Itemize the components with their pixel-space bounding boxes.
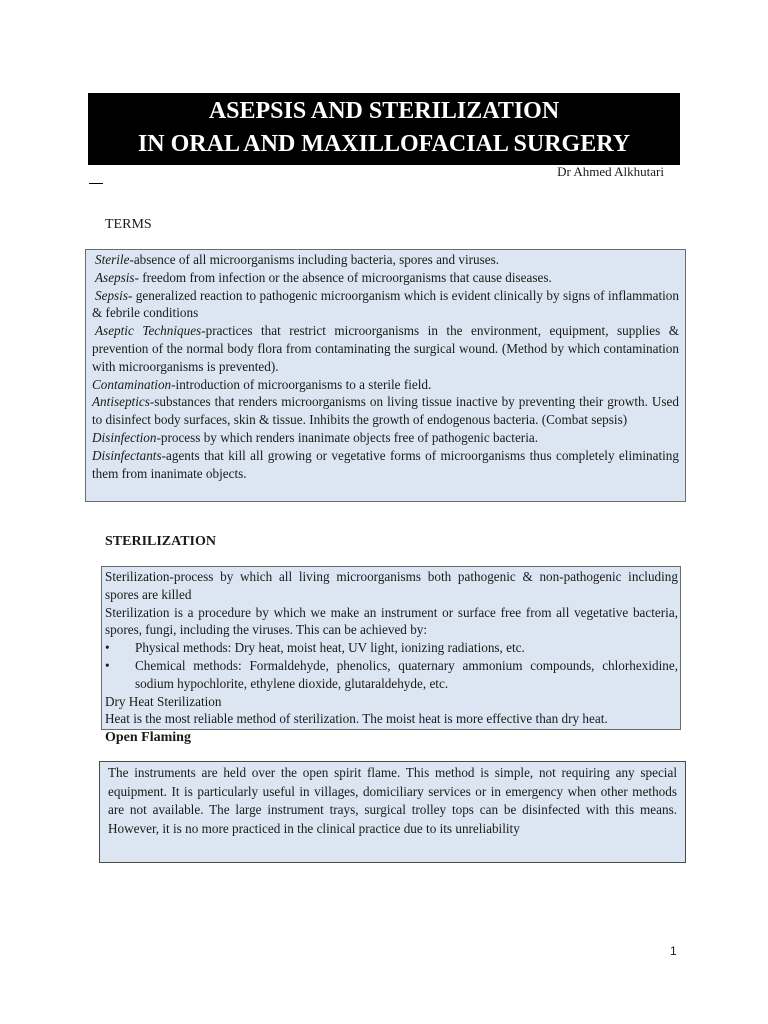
- term-name: Aseptic Techniques: [95, 323, 202, 339]
- term-definition: -agents that kill all growing or vegetative forms of microorganisms thus completely eliminating them from inanimate objects.: [92, 447, 679, 481]
- open-flaming-box: [99, 761, 686, 863]
- term-definition: -process by which renders inanimate objects free of pathogenic bacteria.: [156, 429, 539, 445]
- term-name: Sterile: [95, 252, 130, 267]
- heat-statement: Heat is the most reliable method of sterilization. The moist heat is more effective than dry heat.: [105, 711, 608, 727]
- term-item: [92, 322, 679, 375]
- title-line-2: IN ORAL AND MAXILLOFACIAL SURGERY: [137, 131, 631, 157]
- term-definition: -substances that renders microorganisms on living tissue inactive by preventing their growth. Used to disinfect body surfaces, skin & tissue. Inhibits the growth of endogenous bacteria. (Combat sepsis): [92, 394, 679, 428]
- bullet-text: Chemical methods: Formaldehyde, phenolics, quaternary ammonium compounds, chlorhexidine, sodium hypochlorite, ethylene dioxide, glutaraldehyde, etc.: [135, 657, 678, 691]
- bullet-text: Physical methods: Dry heat, moist heat, UV light, ionizing radiations, etc.: [135, 640, 525, 656]
- term-definition: - generalized reaction to pathogenic microorganism which is evident clinically by signs of inflammation & febrile conditions: [92, 287, 679, 321]
- list-item: [105, 639, 678, 657]
- term-name: Disinfection: [92, 429, 157, 445]
- term-item: [92, 393, 679, 429]
- term-definition: -absence of all microorganisms including bacteria, spores and viruses.: [129, 252, 500, 267]
- term-item: [92, 269, 679, 287]
- bullet-mark: •: [105, 657, 110, 673]
- page-number: 1: [670, 944, 677, 958]
- term-item: [92, 429, 679, 447]
- term-name: Asepsis: [95, 269, 135, 285]
- sterilization-heading: STERILIZATION: [105, 534, 217, 549]
- sterilization-definition: Sterilization-process by which all living microorganisms both pathogenic & non-pathogenic including spores are killed: [105, 569, 678, 602]
- author-name: Dr Ahmed Alkhutari: [557, 164, 664, 179]
- term-item: [92, 251, 679, 269]
- terms-box: [85, 249, 686, 502]
- sterilization-description: Sterilization is a procedure by which we make an instrument or surface free from all vegetative bacteria, spores, fungi, including the viruses. This can be achieved by:: [105, 604, 678, 638]
- term-definition: -introduction of microorganisms to a sterile field.: [171, 376, 432, 392]
- open-flaming-heading: Open Flaming: [105, 730, 191, 745]
- open-flaming-text: The instruments are held over the open spirit flame. This method is simple, not requiring any special equipment. It is particularly useful in villages, domiciliary services or in emergency when other methods are not available. The large instrument trays, surgical trolley tops can be disinfected with this means. However, it is no more practiced in the clinical practice due to its unreliability: [108, 765, 677, 836]
- bullet-mark: •: [105, 640, 110, 656]
- term-definition: -practices that restrict microorganisms in the environment, equipment, supplies & prevention of the normal body flora from contaminating the surgical wound. (Method by which contamination with microorganisms is prevented).: [92, 323, 680, 374]
- term-name: Antiseptics: [92, 394, 150, 410]
- sterilization-box: [101, 566, 681, 730]
- term-name: Disinfectants: [92, 447, 162, 463]
- title-banner: [88, 93, 680, 165]
- term-definition: - freedom from infection or the absence of microorganisms that cause diseases.: [134, 269, 552, 285]
- dry-heat-label: Dry Heat Sterilization: [105, 693, 222, 709]
- separator-dash: [89, 183, 103, 184]
- title-line-1: ASEPSIS AND STERILIZATION: [208, 98, 560, 124]
- term-item: [92, 376, 679, 394]
- terms-heading: TERMS: [105, 217, 152, 232]
- list-item: [105, 657, 678, 693]
- term-name: Sepsis: [95, 287, 128, 303]
- term-item: [92, 447, 679, 483]
- term-name: Contamination: [92, 376, 172, 392]
- term-item: [92, 287, 679, 323]
